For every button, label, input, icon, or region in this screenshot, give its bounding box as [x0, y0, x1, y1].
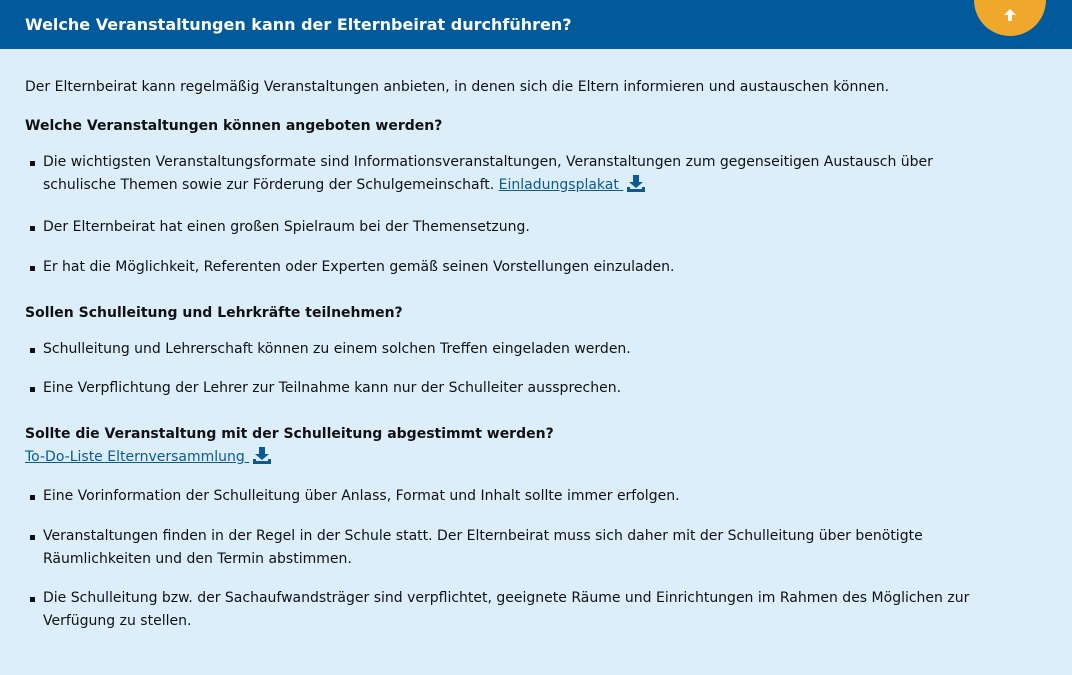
list-item: [25, 587, 985, 633]
list-item-text: Schulleitung und Lehrerschaft können zu einem solchen Treffen eingeladen werden.: [43, 341, 631, 357]
list-item: [25, 485, 985, 508]
scroll-to-top-button[interactable]: [974, 0, 1046, 36]
todo-link-row: [25, 446, 271, 469]
bullet: [30, 161, 35, 166]
section-title: Welche Veranstaltungen kann der Elternbeirat durchführen?: [25, 15, 572, 34]
bullet-list: [25, 485, 985, 633]
question-heading: Welche Veranstaltungen können angeboten werden?: [25, 118, 443, 134]
bullet: [30, 535, 35, 540]
list-item-text: Die wichtigsten Veranstaltungsformate sind Informationsveranstaltungen, Veranstaltungen zum gegenseitigen Austausch über schulische Themen sowie zur Förderung der Schulgemeinschaft.: [43, 154, 933, 193]
list-item-text: Eine Vorinformation der Schulleitung über Anlass, Format und Inhalt sollte immer erfolgen.: [43, 488, 680, 504]
bullet: [30, 226, 35, 231]
section-header: [0, 0, 1072, 49]
download-icon[interactable]: [253, 447, 271, 464]
question-heading: Sollen Schulleitung und Lehrkräfte teilnehmen?: [25, 305, 403, 321]
list-item-text: Er hat die Möglichkeit, Referenten oder Experten gemäß seinen Vorstellungen einzuladen.: [43, 259, 675, 275]
list-item-text: Die Schulleitung bzw. der Sachaufwandsträger sind verpflichtet, geeignete Räume und Einrichtungen im Rahmen des Möglichen zur Verfügung zu stellen.: [43, 590, 970, 629]
intro-text: Der Elternbeirat kann regelmäßig Veranstaltungen anbieten, in denen sich die Eltern informieren und austauschen können.: [25, 79, 890, 95]
bullet: [30, 348, 35, 353]
bullet: [30, 266, 35, 271]
bullet: [30, 387, 35, 392]
bullet: [30, 495, 35, 500]
list-item-text: Der Elternbeirat hat einen großen Spielraum bei der Themensetzung.: [43, 219, 530, 235]
todo-liste-link[interactable]: To-Do-Liste Elternversammlung: [25, 449, 250, 465]
list-item: [25, 338, 985, 361]
list-item: [25, 151, 985, 197]
list-item: [25, 256, 985, 279]
download-icon[interactable]: [627, 175, 645, 192]
list-item-text: Eine Verpflichtung der Lehrer zur Teilnahme kann nur der Schulleiter aussprechen.: [43, 380, 622, 396]
list-item: [25, 525, 985, 571]
bullet-list: [25, 151, 985, 279]
bullet: [30, 597, 35, 602]
list-item-text: Veranstaltungen finden in der Regel in der Schule statt. Der Elternbeirat muss sich daher mit der Schulleitung über benötigte Räumlichkeiten und den Termin abstimmen.: [43, 528, 923, 567]
bullet-list: [25, 338, 985, 400]
list-item: [25, 377, 985, 400]
arrow-up-icon: [1003, 8, 1017, 22]
einladungsplakat-link[interactable]: Einladungsplakat: [498, 177, 624, 193]
list-item: [25, 216, 985, 239]
question-heading: Sollte die Veranstaltung mit der Schulleitung abgestimmt werden?: [25, 426, 554, 442]
